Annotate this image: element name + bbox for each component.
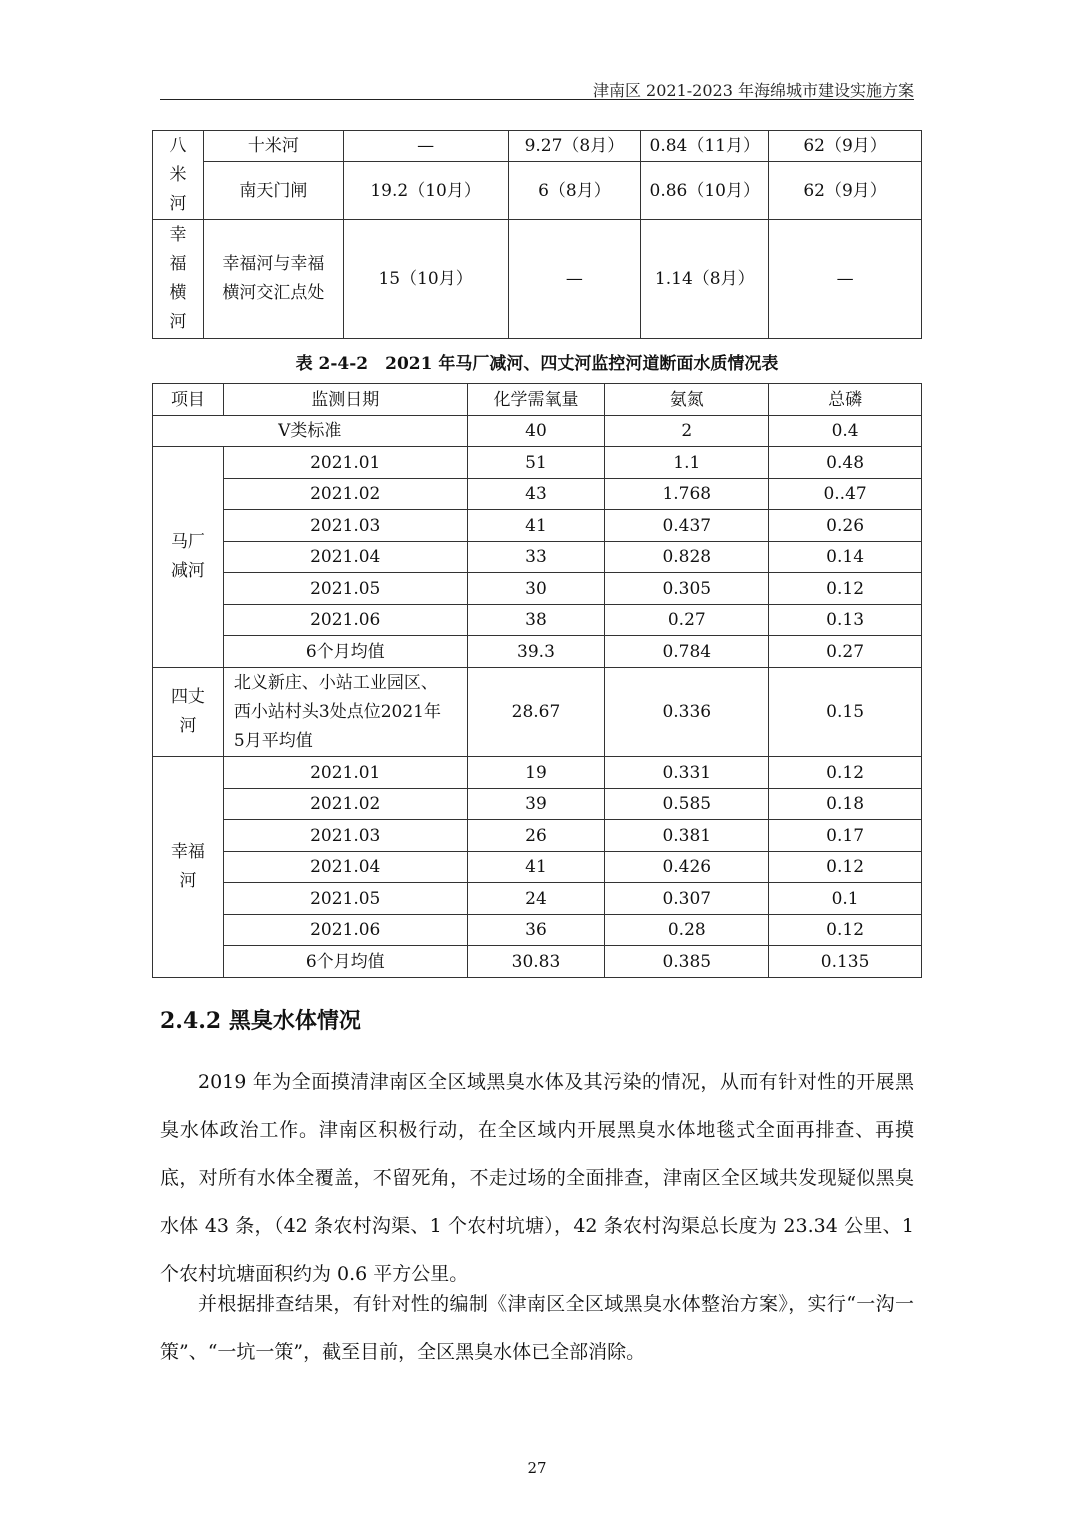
monitoring-table-continued	[152, 130, 922, 339]
table-row	[153, 820, 922, 852]
date-cell: 2021.05	[223, 883, 467, 915]
cod-cell: 19	[467, 757, 605, 789]
cod-cell: 24	[467, 883, 605, 915]
tp-cell: 0..47	[769, 479, 922, 510]
value-cell: —	[508, 220, 641, 339]
nh3-cell: 0.28	[605, 915, 769, 946]
tp-cell: 0.12	[769, 573, 922, 605]
table-row	[153, 946, 922, 978]
column-header: 项目	[153, 384, 224, 416]
value-cell: 9.27（8月）	[508, 131, 641, 162]
nh3-cell: 0.336	[605, 668, 769, 757]
cod-cell: 40	[467, 416, 605, 447]
cod-cell: 28.67	[467, 668, 605, 757]
column-header: 监测日期	[223, 384, 467, 416]
cod-cell: 41	[467, 510, 605, 542]
table-row	[153, 131, 922, 162]
running-header: 津南区 2021-2023 年海绵城市建设实施方案	[592, 81, 914, 100]
nh3-cell: 0.437	[605, 510, 769, 542]
date-cell: 北义新庄、小站工业园区、 西小站村头3处点位2021年 5月平均值	[223, 668, 467, 757]
body-paragraph: 2019 年为全面摸清津南区全区域黑臭水体及其污染的情况，从而有针对性的开展黑臭水体政治工作。津南区积极行动，在全区域内开展黑臭水体地毯式全面再排查、再摸底，对所有水体全覆盖，不留死角，不走过场的全面排查，津南区全区域共发现疑似黑臭水体 43 条，（42 条农村沟渠、1 个农村坑塘），42 条农村沟渠总长度为 23.34 公里、1 个农村坑塘面积约为 0.6 平方公里。	[160, 1071, 914, 1285]
date-cell: 2021.06	[223, 915, 467, 946]
location-cell: 南天门闸	[203, 162, 343, 220]
tp-cell: 0.18	[769, 789, 922, 820]
tp-cell: 0.17	[769, 820, 922, 852]
date-cell: 2021.02	[223, 479, 467, 510]
table-row	[153, 510, 922, 542]
date-cell: 2021.03	[223, 510, 467, 542]
location-cell: 十米河	[203, 131, 343, 162]
river-group-cell: 马厂 减河	[153, 447, 224, 668]
cod-cell: 30	[467, 573, 605, 605]
tp-cell: 0.12	[769, 757, 922, 789]
date-cell: 2021.03	[223, 820, 467, 852]
nh3-cell: 1.768	[605, 479, 769, 510]
table-row	[153, 573, 922, 605]
date-cell: 2021.06	[223, 605, 467, 636]
tp-cell: 0.12	[769, 852, 922, 883]
value-cell: —	[769, 220, 922, 339]
date-cell: 6个月均值	[223, 636, 467, 668]
standard-label: V类标准	[153, 416, 468, 447]
nh3-cell: 0.305	[605, 573, 769, 605]
table-row	[153, 162, 922, 220]
cod-cell: 33	[467, 542, 605, 573]
river-name-cell: 八 米 河	[153, 131, 204, 220]
cod-cell: 39	[467, 789, 605, 820]
date-cell: 6个月均值	[223, 946, 467, 978]
section-heading: 2.4.2 黑臭水体情况	[160, 1008, 361, 1034]
table-row	[153, 605, 922, 636]
date-cell: 2021.02	[223, 789, 467, 820]
river-group-cell: 幸福 河	[153, 757, 224, 978]
nh3-cell: 1.1	[605, 447, 769, 479]
column-header: 化学需氧量	[467, 384, 605, 416]
table-header-row	[153, 384, 922, 416]
nh3-cell: 0.331	[605, 757, 769, 789]
nh3-cell: 0.385	[605, 946, 769, 978]
tp-cell: 0.4	[769, 416, 922, 447]
value-cell: 62（9月）	[769, 162, 922, 220]
table-row	[153, 220, 922, 339]
water-quality-table	[152, 383, 922, 978]
table-row	[153, 636, 922, 668]
cod-cell: 43	[467, 479, 605, 510]
cod-cell: 36	[467, 915, 605, 946]
table-row	[153, 447, 922, 479]
cod-cell: 39.3	[467, 636, 605, 668]
column-header: 氨氮	[605, 384, 769, 416]
value-cell: 19.2（10月）	[343, 162, 508, 220]
tp-cell: 0.14	[769, 542, 922, 573]
value-cell: —	[343, 131, 508, 162]
value-cell: 0.84（11月）	[641, 131, 769, 162]
tp-cell: 0.15	[769, 668, 922, 757]
tp-cell: 0.12	[769, 915, 922, 946]
cod-cell: 38	[467, 605, 605, 636]
tp-cell: 0.27	[769, 636, 922, 668]
cod-cell: 51	[467, 447, 605, 479]
nh3-cell: 0.585	[605, 789, 769, 820]
table-row	[153, 668, 922, 757]
body-paragraph: 并根据排查结果，有针对性的编制《津南区全区域黑臭水体整治方案》，实行“一沟一策”、“一坑一策”，截至目前，全区黑臭水体已全部消除。	[160, 1293, 914, 1363]
value-cell: 1.14（8月）	[641, 220, 769, 339]
page-number: 27	[527, 1459, 547, 1477]
nh3-cell: 0.426	[605, 852, 769, 883]
location-cell: 幸福河与幸福 横河交汇点处	[203, 220, 343, 339]
date-cell: 2021.01	[223, 447, 467, 479]
value-cell: 0.86（10月）	[641, 162, 769, 220]
table-row	[153, 883, 922, 915]
date-cell: 2021.04	[223, 852, 467, 883]
nh3-cell: 0.828	[605, 542, 769, 573]
value-cell: 15（10月）	[343, 220, 508, 339]
table-row	[153, 542, 922, 573]
standard-row	[153, 416, 922, 447]
tp-cell: 0.13	[769, 605, 922, 636]
tp-cell: 0.1	[769, 883, 922, 915]
tp-cell: 0.135	[769, 946, 922, 978]
table-row	[153, 479, 922, 510]
tp-cell: 0.48	[769, 447, 922, 479]
date-cell: 2021.04	[223, 542, 467, 573]
river-group-cell: 四丈 河	[153, 668, 224, 757]
tp-cell: 0.26	[769, 510, 922, 542]
table-caption: 表 2-4-2 2021 年马厂减河、四丈河监控河道断面水质情况表	[295, 354, 779, 374]
table-row	[153, 915, 922, 946]
nh3-cell: 0.381	[605, 820, 769, 852]
table-row	[153, 852, 922, 883]
cod-cell: 26	[467, 820, 605, 852]
nh3-cell: 0.307	[605, 883, 769, 915]
nh3-cell: 0.27	[605, 605, 769, 636]
table-row	[153, 789, 922, 820]
nh3-cell: 2	[605, 416, 769, 447]
header-rule	[160, 99, 914, 100]
value-cell: 62（9月）	[769, 131, 922, 162]
date-cell: 2021.01	[223, 757, 467, 789]
river-name-cell: 幸 福 横 河	[153, 220, 204, 339]
date-cell: 2021.05	[223, 573, 467, 605]
nh3-cell: 0.784	[605, 636, 769, 668]
table-row	[153, 757, 922, 789]
value-cell: 6（8月）	[508, 162, 641, 220]
column-header: 总磷	[769, 384, 922, 416]
cod-cell: 30.83	[467, 946, 605, 978]
cod-cell: 41	[467, 852, 605, 883]
